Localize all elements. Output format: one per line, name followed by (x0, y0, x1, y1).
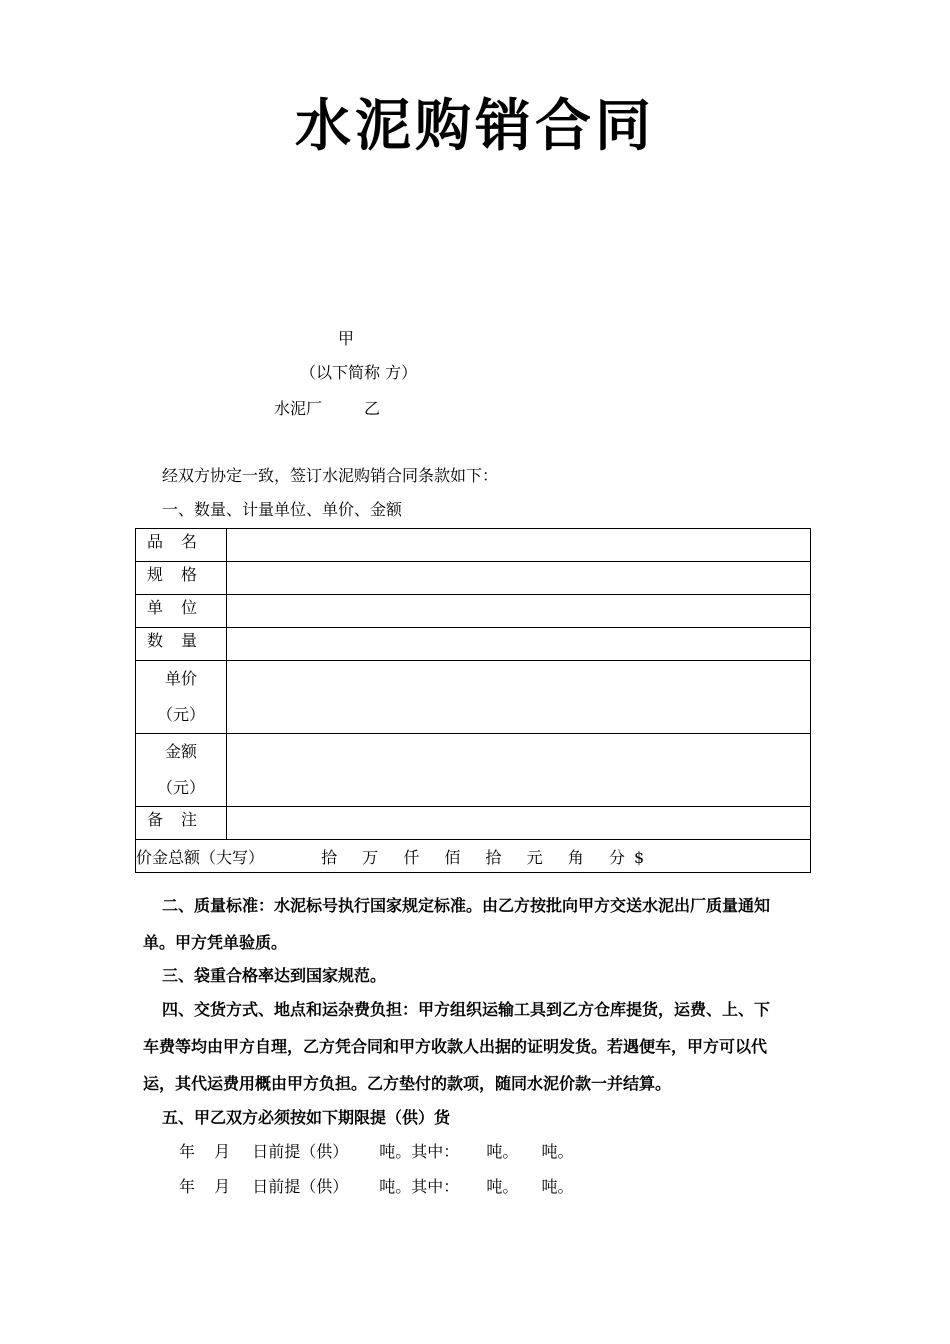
party-jia: 甲 (338, 329, 355, 348)
row-label: 数量 (136, 628, 227, 661)
schedule-day: 日前提（供） (252, 1142, 349, 1161)
schedule-day: 日前提（供） (252, 1177, 349, 1196)
value-cell[interactable] (227, 562, 811, 595)
schedule-t2: 吨。 (541, 1142, 574, 1161)
unit-shi2: 拾 (485, 847, 502, 867)
row-label: 单位 (136, 595, 227, 628)
table-row (136, 807, 811, 840)
row-label-line2: （元） (156, 778, 205, 797)
contract-table (135, 528, 811, 873)
clause-4-line1: 四、交货方式、地点和运杂费负担：甲方组织运输工具到乙方仓库提货，运费、上、下 (162, 1000, 771, 1019)
schedule-month: 月 (214, 1142, 231, 1161)
dollar-sign: $ (633, 847, 645, 867)
table-row (136, 595, 811, 628)
unit-yuan: 元 (526, 847, 543, 867)
clause-2-line1: 二、质量标准：水泥标号执行国家规定标准。由乙方按批向甲方交送水泥出厂质量通知 (162, 896, 771, 915)
document-title: 水泥购销合同 (295, 94, 655, 159)
row-label-line2: （元） (156, 705, 205, 724)
schedule-t1: 吨。 (486, 1177, 519, 1196)
unit-shi: 拾 (321, 847, 338, 867)
value-cell[interactable] (227, 807, 811, 840)
table-row (136, 628, 811, 661)
unit-bai: 佰 (444, 847, 461, 867)
section-1-heading: 一、数量、计量单位、单价、金额 (162, 500, 403, 519)
unit-wan: 万 (362, 847, 379, 867)
clause-4-line2: 车费等均由甲方自理，乙方凭合同和甲方收款人出据的证明发货。若遇便车，甲方可以代 (143, 1037, 768, 1056)
table-row (136, 840, 811, 873)
amount-units (321, 848, 664, 867)
row-label: 品名 (136, 529, 227, 562)
party-abbrev: （以下简称 方） (300, 363, 418, 382)
row-label: 规格 (136, 562, 227, 595)
schedule-ton: 吨。其中： (379, 1142, 460, 1161)
row-label-line1: 金额 (164, 742, 197, 761)
clause-5: 五、甲乙双方必须按如下期限提（供）货 (162, 1108, 451, 1127)
value-cell[interactable] (227, 595, 811, 628)
row-label (136, 734, 227, 807)
table-row (136, 562, 811, 595)
row-label-line1: 单价 (164, 669, 197, 688)
unit-fen: 分 (608, 847, 625, 867)
schedule-t2: 吨。 (541, 1177, 574, 1196)
intro-text: 经双方协定一致，签订水泥购销合同条款如下： (162, 466, 499, 485)
clause-2-line2: 单。甲方凭单验质。 (143, 933, 288, 952)
schedule-year: 年 (179, 1142, 196, 1161)
party-yi: 乙 (364, 399, 381, 418)
table-row (136, 529, 811, 562)
schedule-line (179, 1139, 573, 1162)
value-cell[interactable] (227, 661, 811, 734)
clause-3: 三、袋重合格率达到国家规范。 (162, 966, 387, 985)
value-cell[interactable] (227, 734, 811, 807)
value-cell[interactable] (227, 529, 811, 562)
table-row (136, 661, 811, 734)
table-row (136, 734, 811, 807)
total-amount-label: 价金总额（大写） (136, 847, 265, 867)
unit-qian: 仟 (403, 847, 420, 867)
party-factory: 水泥厂 (274, 399, 323, 418)
unit-jiao: 角 (567, 847, 584, 867)
row-label (136, 661, 227, 734)
schedule-month: 月 (214, 1177, 231, 1196)
schedule-t1: 吨。 (486, 1142, 519, 1161)
schedule-year: 年 (179, 1177, 196, 1196)
schedule-ton: 吨。其中： (379, 1177, 460, 1196)
clause-4-line3: 运，其代运费用概由甲方负担。乙方垫付的款项，随同水泥价款一并结算。 (143, 1074, 672, 1093)
schedule-line (179, 1174, 573, 1197)
row-label: 备注 (136, 807, 227, 840)
value-cell[interactable] (227, 628, 811, 661)
total-amount-row[interactable] (136, 840, 811, 873)
